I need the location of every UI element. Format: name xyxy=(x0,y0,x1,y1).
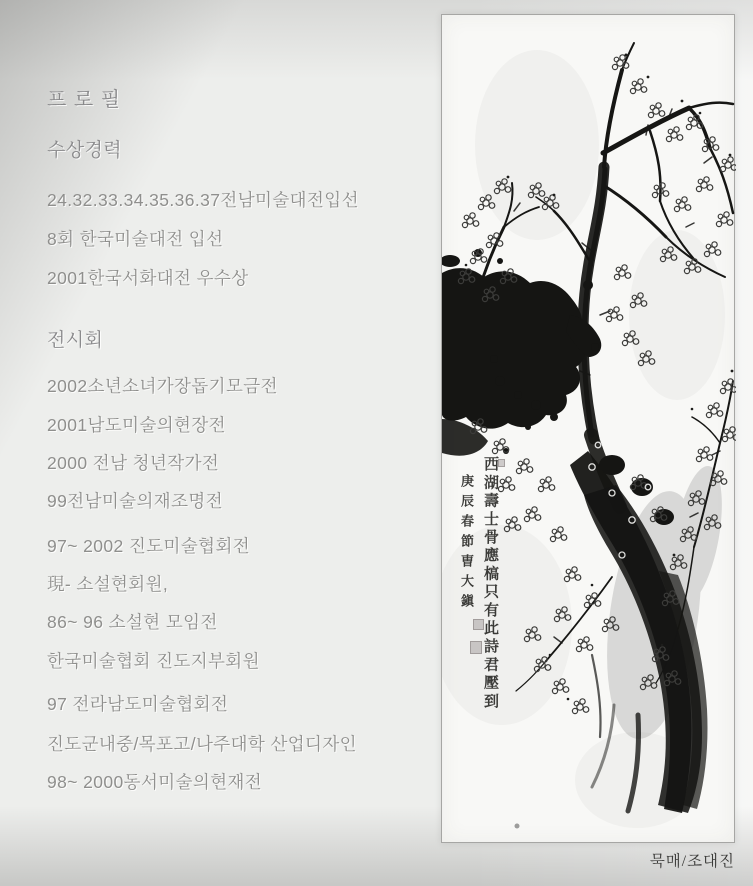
exhibitions-item: 99전남미술의재조명전 xyxy=(47,491,224,511)
exhibitions-item: 한국미술협회 진도지부회원 xyxy=(47,651,260,671)
awards-item: 2001한국서화대전 우수상 xyxy=(47,268,249,288)
artist-seal xyxy=(498,459,505,467)
exhibitions-item: 진도군내중/목포고/나주대학 산업디자인 xyxy=(47,734,357,754)
plum-blossom-ink-art xyxy=(442,15,736,844)
awards-item: 24.32.33.34.35.36.37전남미술대전입선 xyxy=(47,190,359,210)
exhibitions-item: 2001남도미술의현장전 xyxy=(47,415,226,435)
calligraphy-column-right: 西湖壽士骨應槁只有此詩君壓到 xyxy=(482,456,498,711)
awards-heading: 수상경력 xyxy=(47,140,123,161)
exhibitions-heading: 전시회 xyxy=(47,330,104,351)
exhibitions-item: 86~ 96 소설현 모임전 xyxy=(47,612,218,632)
exhibitions-item: 98~ 2000동서미술의현재전 xyxy=(47,772,263,792)
exhibitions-item: 2002소년소녀가장돕기모금전 xyxy=(47,376,278,396)
exhibitions-item: 2000 전남 청년작가전 xyxy=(47,453,220,473)
awards-item: 8회 한국미술대전 입선 xyxy=(47,229,224,249)
plum-painting-photo xyxy=(441,14,735,843)
artist-seal xyxy=(470,641,482,654)
exhibitions-item: 97~ 2002 진도미술협회전 xyxy=(47,536,251,556)
exhibitions-item: 現- 소설현회원, xyxy=(47,574,169,594)
calligraphy-column-left: 庚辰春節曺大鎭 xyxy=(459,474,474,614)
painting-caption: 묵매/조대진 xyxy=(649,853,735,870)
artist-seal xyxy=(473,619,484,630)
profile-title: 프 로 필 xyxy=(47,89,122,111)
exhibitions-item: 97 전라남도미술협회전 xyxy=(47,694,229,714)
